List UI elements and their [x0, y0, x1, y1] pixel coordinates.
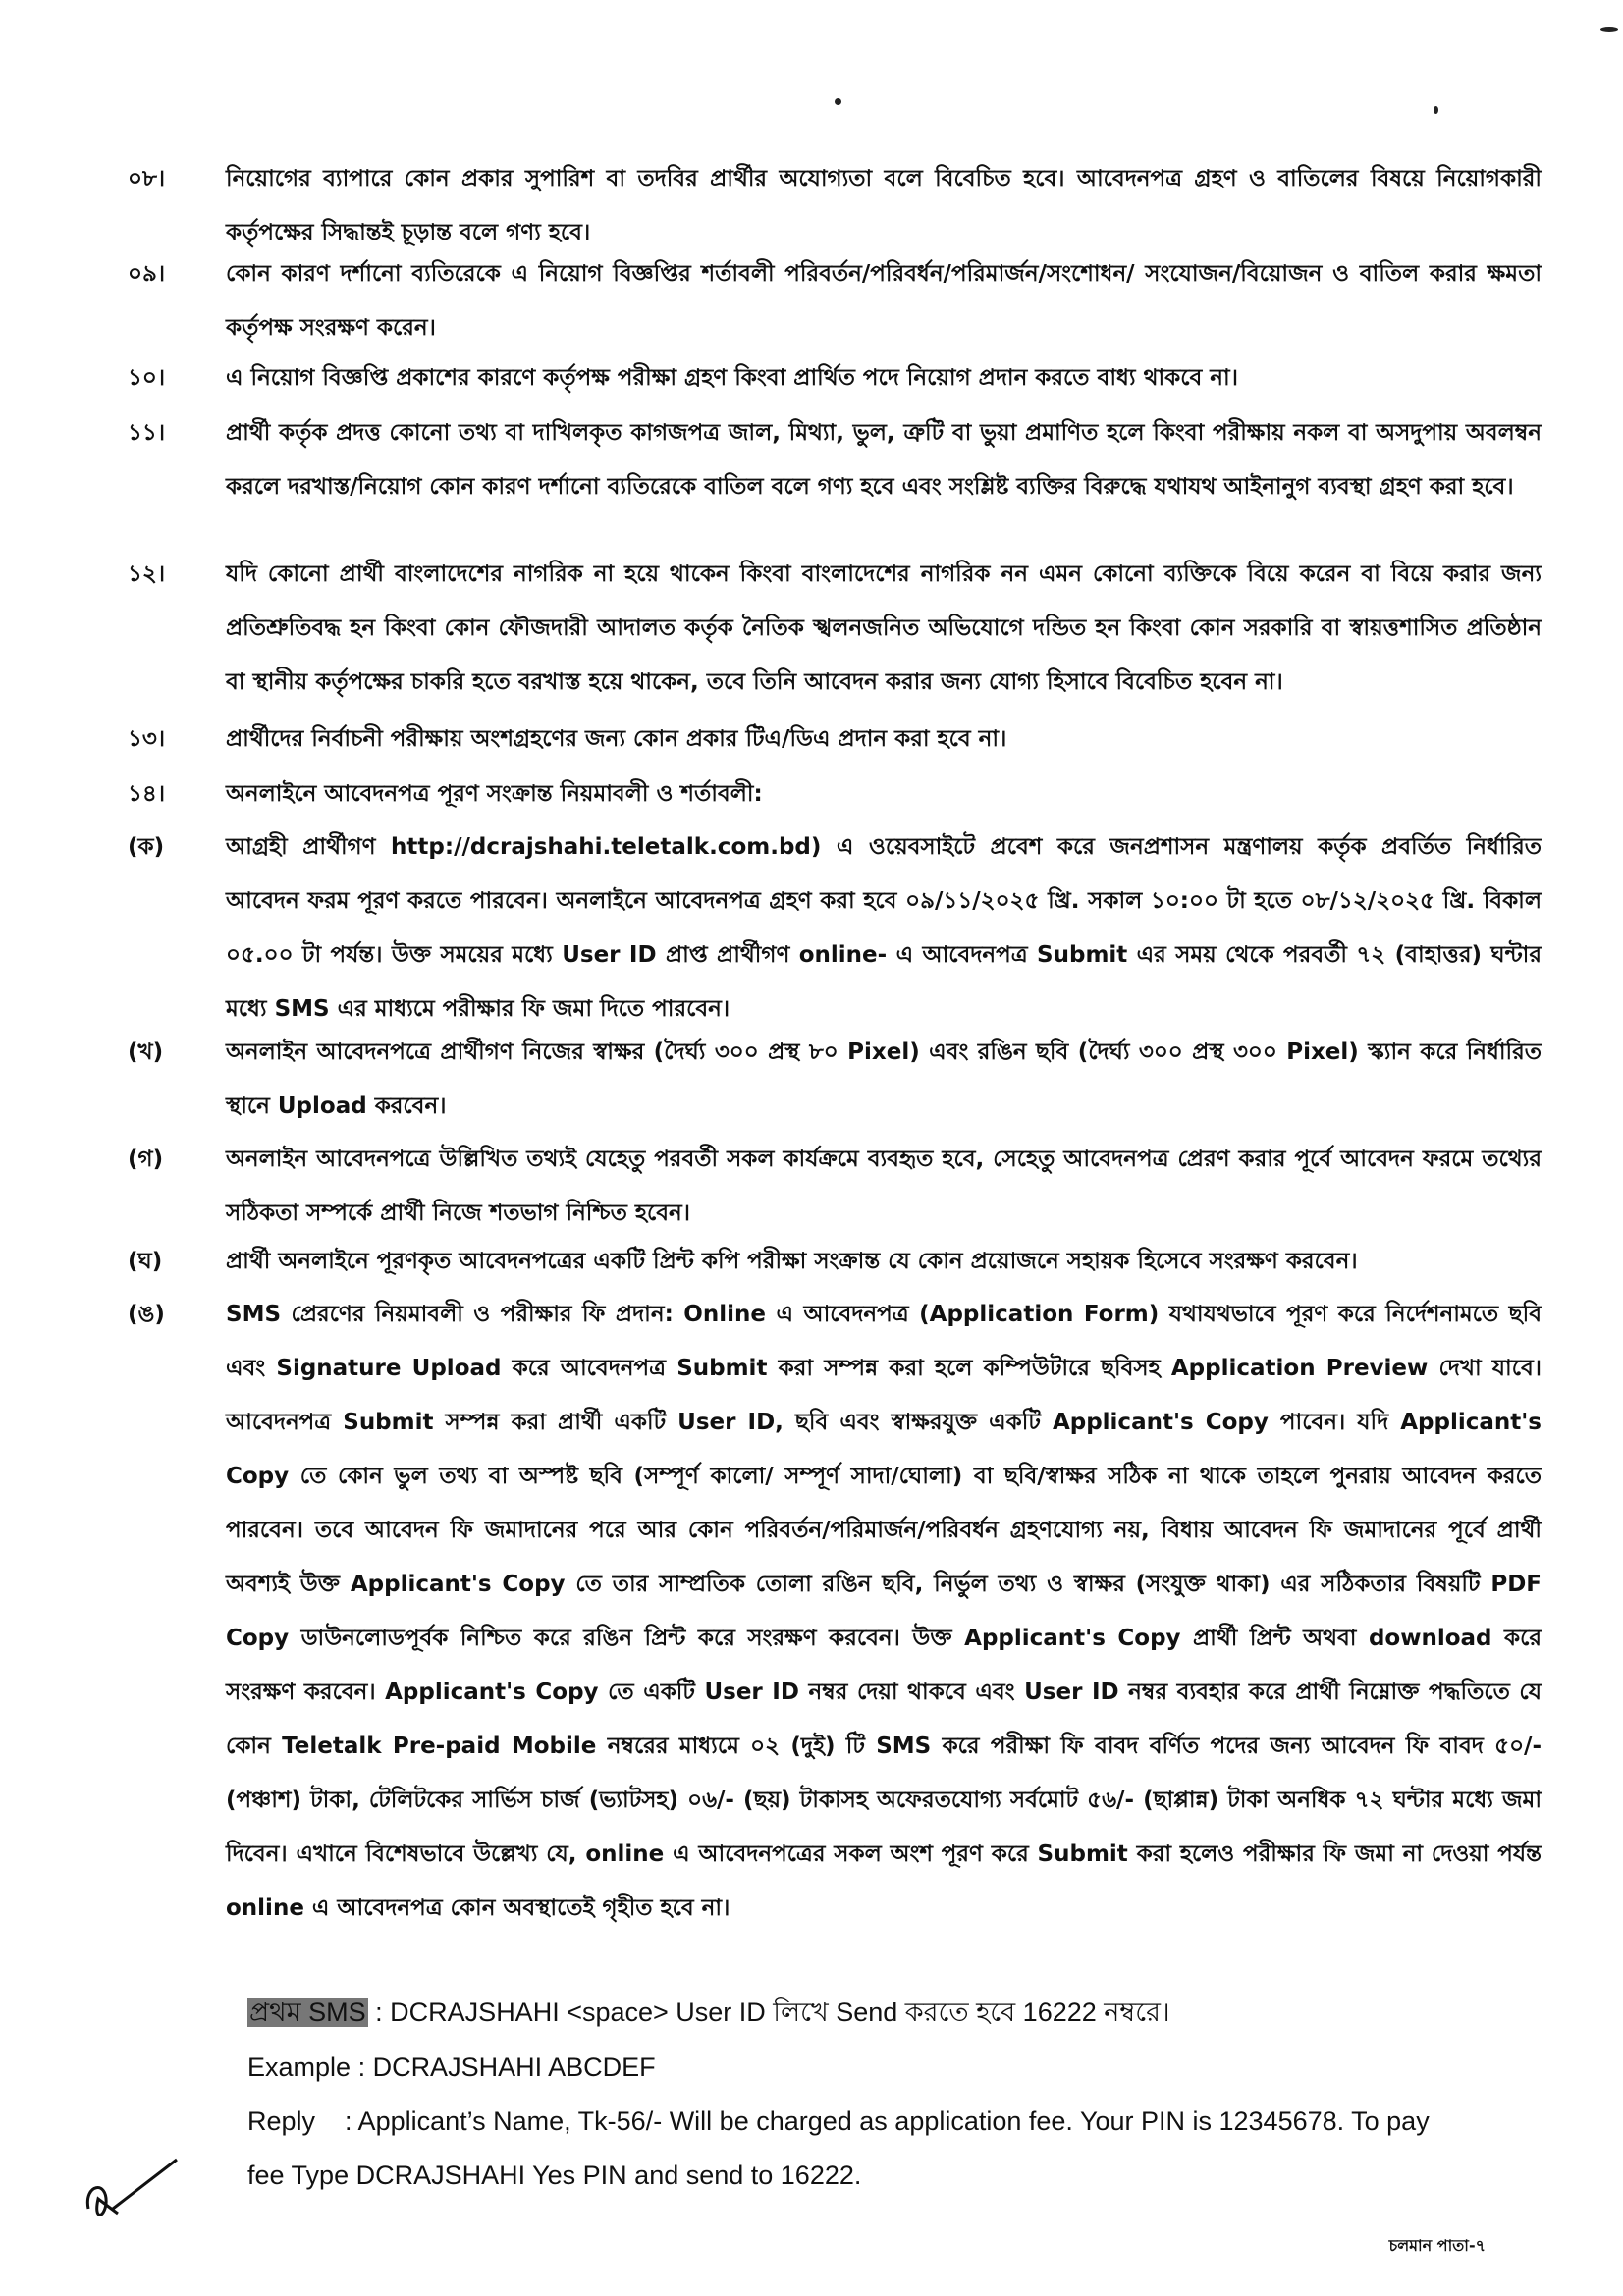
sms-instruction: : DCRAJSHAHI <space> User ID লিখে Send করতে হবে 16222 নম্বরে।: [375, 1998, 1170, 2027]
clause-ga: [128, 1133, 1542, 1241]
reply-text: : Applicant’s Name, Tk-56/- Will be charged as application fee. Your PIN is 12345678. To pay: [345, 2107, 1430, 2136]
clause-number: ০৯।: [128, 261, 166, 287]
clause-08: [128, 152, 1542, 260]
reply-label: Reply: [247, 2107, 316, 2136]
clause-number: (ক): [128, 834, 165, 860]
clause-11: [128, 406, 1542, 514]
sms-reply-line-2: [247, 2156, 861, 2195]
clause-number: ১২।: [128, 561, 166, 587]
example-label: Example: [247, 2053, 352, 2082]
clause-gha: [128, 1235, 1542, 1289]
clause-number: ১১।: [128, 420, 166, 446]
clause-number: ১৪।: [128, 781, 166, 807]
example-text: : DCRAJSHAHI ABCDEF: [357, 2053, 656, 2082]
clause-number: (গ): [128, 1147, 164, 1172]
clause-number: (ঘ): [128, 1249, 163, 1274]
scan-mark: [1600, 27, 1618, 32]
clause-10: [128, 351, 1542, 405]
reply-text-2: fee Type DCRAJSHAHI Yes PIN and send to 16222.: [247, 2161, 862, 2190]
clause-uma: [128, 1288, 1542, 1936]
sms-label: প্রথম SMS: [249, 1998, 366, 2027]
clause-number: ০৮।: [128, 166, 166, 191]
signature-icon: [79, 2150, 187, 2228]
clause-number: (ঙ): [128, 1302, 165, 1327]
clause-09: [128, 247, 1542, 355]
clause-number: ১৩।: [128, 726, 166, 752]
scan-mark: [835, 98, 841, 105]
clause-12: [128, 548, 1542, 710]
clause-text: যদি কোনো প্রার্থী বাংলাদেশের নাগরিক না হয়ে থাকেন কিংবা বাংলাদেশের নাগরিক নন এমন কোনো ব্যক্তিকে বিয়ে করেন বা বিয়ে করার জন্য প্রতিশ্রুতিবদ্ধ হন কিংবা কোন ফৌজদারী আদালত কর্তৃক নৈতিক স্খলনজনিত অভিযোগে দন্ডিত হন কিংবা কোন সরকারি বা স্বায়ত্তশাসিত প্রতিষ্ঠান বা স্থানীয় কর্তৃপক্ষের চাকরি হতে বরখাস্ত হয়ে থাকেন, তবে তিনি আবেদন করার জন্য যোগ্য হিসাবে বিবেচিত হবেন না।: [226, 561, 1542, 695]
clause-text: প্রার্থী কর্তৃক প্রদত্ত কোনো তথ্য বা দাখিলকৃত কাগজপত্র জাল, মিথ্যা, ভুল, ত্রুটি বা ভুয়া প্রমাণিত হলে কিংবা পরীক্ষায় নকল বা অসদুপায় অবলম্বন করলে দরখাস্ত/নিয়োগ কোন কারণ দর্শানো ব্যতিরেকে বাতিল বলে গণ্য হবে এবং সংশ্লিষ্ট ব্যক্তির বিরুদ্ধে যথাযথ আইনানুগ ব্যবস্থা গ্রহণ করা হবে।: [226, 420, 1542, 500]
sms-reply-line: [247, 2102, 1430, 2141]
clause-text: প্রার্থীদের নির্বাচনী পরীক্ষায় অংশগ্রহণের জন্য কোন প্রকার টিএ/ডিএ প্রদান করা হবে না।: [226, 726, 1007, 752]
clause-number: (খ): [128, 1040, 164, 1065]
sms-first-line: [247, 1993, 1170, 2032]
clause-kha: [128, 1026, 1542, 1134]
scan-mark: [1434, 106, 1438, 114]
sms-example-line: [247, 2048, 656, 2087]
clause-text: অনলাইনে আবেদনপত্র পূরণ সংক্রান্ত নিয়মাবলী ও শর্তাবলী:: [226, 781, 763, 807]
clause-14: [128, 768, 1542, 822]
clause-text: এ নিয়োগ বিজ্ঞপ্তি প্রকাশের কারণে কর্তৃপক্ষ পরীক্ষা গ্রহণ কিংবা প্রার্থিত পদে নিয়োগ প্রদান করতে বাধ্য থাকবে না।: [226, 365, 1238, 391]
clause-13: [128, 713, 1542, 767]
clause-text: প্রার্থী অনলাইনে পূরণকৃত আবেদনপত্রের একটি প্রিন্ট কপি পরীক্ষা সংক্রান্ত যে কোন প্রয়োজনে সহায়ক হিসেবে সংরক্ষণ করবেন।: [226, 1249, 1358, 1274]
clause-text: অনলাইন আবেদনপত্রে উল্লিখিত তথ্যই যেহেতু পরবর্তী সকল কার্যক্রমে ব্যবহৃত হবে, সেহেতু আবেদনপত্র প্রেরণ করার পূর্বে আবেদন ফরমে তথ্যের সঠিকতা সম্পর্কে প্রার্থী নিজে শতভাগ নিশ্চিত হবেন।: [226, 1147, 1542, 1226]
clause-text: নিয়োগের ব্যাপারে কোন প্রকার সুপারিশ বা তদবির প্রার্থীর অযোগ্যতা বলে বিবেচিত হবে। আবেদনপত্র গ্রহণ ও বাতিলের বিষয়ে নিয়োগকারী কর্তৃপক্ষের সিদ্ধান্তই চূড়ান্ত বলে গণ্য হবে।: [226, 166, 1542, 245]
clause-text: অনলাইন আবেদনপত্রে প্রার্থীগণ নিজের স্বাক্ষর (দৈর্ঘ্য ৩০০ প্রস্থ ৮০ Pixel) এবং রঙিন ছবি (দৈর্ঘ্য ৩০০ প্রস্থ ৩০০ Pixel) স্ক্যান করে নির্ধারিত স্থানে Upload করবেন।: [226, 1040, 1542, 1119]
clause-text: কোন কারণ দর্শানো ব্যতিরেকে এ নিয়োগ বিজ্ঞপ্তির শর্তাবলী পরিবর্তন/পরিবর্ধন/পরিমার্জন/সংশোধন/ সংযোজন/বিয়োজন ও বাতিল করার ক্ষমতা কর্তৃপক্ষ সংরক্ষণ করেন।: [226, 261, 1542, 341]
page-footer: চলমান পাতা-৭: [1388, 2236, 1486, 2255]
clause-text: আগ্রহী প্রার্থীগণ http://dcrajshahi.teletalk.com.bd) এ ওয়েবসাইটে প্রবেশ করে জনপ্রশাসন মন্ত্রণালয় কর্তৃক প্রবর্তিত নির্ধারিত আবেদন ফরম পূরণ করতে পারবেন। অনলাইনে আবেদনপত্র গ্রহণ করা হবে ০৯/১১/২০২৫ খ্রি. সকাল ১০:০০ টা হতে ০৮/১২/২০২৫ খ্রি. বিকাল ০৫.০০ টা পর্যন্ত। উক্ত সময়ের মধ্যে User ID প্রাপ্ত প্রার্থীগণ online- এ আবেদনপত্র Submit এর সময় থেকে পরবর্তী ৭২ (বাহাত্তর) ঘন্টার মধ্যে SMS এর মাধ্যমে পরীক্ষার ফি জমা দিতে পারবেন।: [226, 834, 1542, 1022]
clause-number: ১০।: [128, 365, 166, 391]
clause-text: SMS প্রেরণের নিয়মাবলী ও পরীক্ষার ফি প্রদান: Online এ আবেদনপত্র (Application Form) যথাযথভাবে পূরণ করে নির্দেশনামতে ছবি এবং Signature Upload করে আবেদনপত্র Submit করা সম্পন্ন করা হলে কম্পিউটারে ছবিসহ Application Preview দেখা যাবে। আবেদনপত্র Submit সম্পন্ন করা প্রার্থী একটি User ID, ছবি এবং স্বাক্ষরযুক্ত একটি Applicant's Copy পাবেন। যদি Applicant's Copy তে কোন ভুল তথ্য বা অস্পষ্ট ছবি (সম্পূর্ণ কালো/ সম্পূর্ণ সাদা/ঘোলা) বা ছবি/স্বাক্ষর সঠিক না থাকে তাহলে পুনরায় আবেদন করতে পারবেন। তবে আবেদন ফি জমাদানের পরে আর কোন পরিবর্তন/পরিমার্জন/পরিবর্ধন গ্রহণযোগ্য নয়, বিধায় আবেদন ফি জমাদানের পূর্বে প্রার্থী অবশ্যই উক্ত Applicant's Copy তে তার সাম্প্রতিক তোলা রঙিন ছবি, নির্ভুল তথ্য ও স্বাক্ষর (সংযুক্ত থাকা) এর সঠিকতার বিষয়টি PDF Copy ডাউনলোডপূর্বক নিশ্চিত করে রঙিন প্রিন্ট করে সংরক্ষণ করবেন। উক্ত Applicant's Copy প্রার্থী প্রিন্ট অথবা download করে সংরক্ষণ করবেন। Applicant's Copy তে একটি User ID নম্বর দেয়া থাকবে এবং User ID নম্বর ব্যবহার করে প্রার্থী নিম্নোক্ত পদ্ধতিতে যে কোন Teletalk Pre-paid Mobile নম্বরের মাধ্যমে ০২ (দুই) টি SMS করে পরীক্ষা ফি বাবদ বর্ণিত পদের জন্য আবেদন ফি বাবদ ৫০/- (পঞ্চাশ) টাকা, টেলিটকের সার্ভিস চার্জ (ভ্যাটসহ) ০৬/- (ছয়) টাকাসহ অফেরতযোগ্য সর্বমোট ৫৬/- (ছাপ্পান্ন) টাকা অনধিক ৭২ ঘন্টার মধ্যে জমা দিবেন। এখানে বিশেষভাবে উল্লেখ্য যে, online এ আবেদনপত্রের সকল অংশ পূরণ করে Submit করা হলেও পরীক্ষার ফি জমা না দেওয়া পর্যন্ত online এ আবেদনপত্র কোন অবস্থাতেই গৃহীত হবে না।: [226, 1302, 1542, 1921]
clause-ka: [128, 821, 1542, 1037]
